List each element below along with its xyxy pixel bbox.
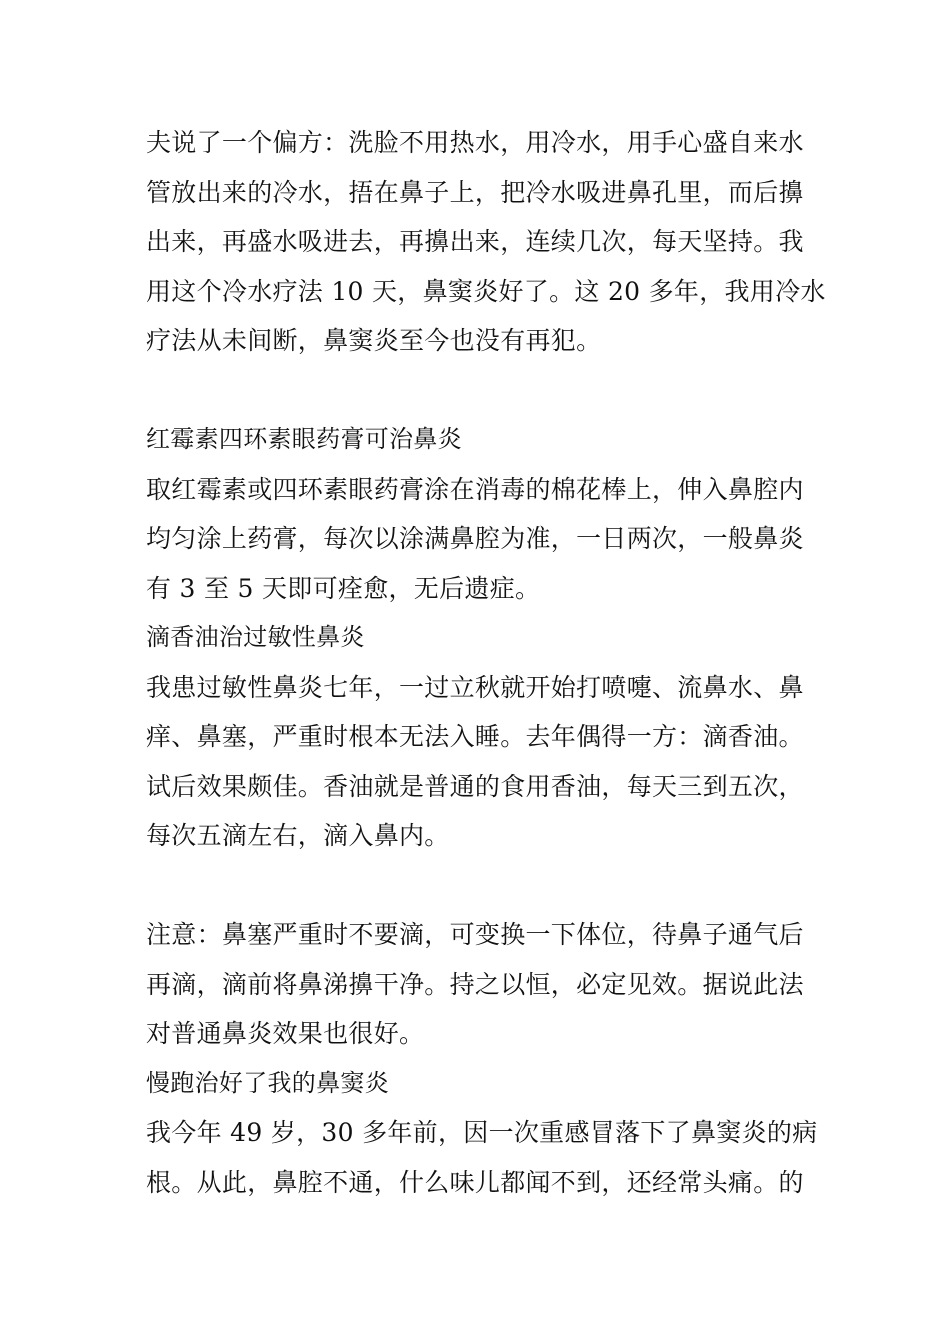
text-line: 试后效果颇佳。香油就是普通的食用香油，每天三到五次， [146,771,804,801]
section-jogging [146,1059,826,1208]
text-line: 疗法从未间断，鼻窦炎至今也没有再犯。 [146,326,602,355]
paragraph-cold-water-remedy [146,118,826,366]
text-line: 用这个冷水疗法 10 天，鼻窦炎好了。这 20 多年，我用冷水 [146,276,826,306]
text-line: 管放出来的冷水，捂在鼻子上，把冷水吸进鼻孔里，而后擤 [146,177,804,207]
text-line: 痒、鼻塞，严重时根本无法入睡。去年偶得一方：滴香油。 [146,722,804,751]
section-eye-ointment [146,415,826,613]
text-line: 均匀涂上药膏，每次以涂满鼻腔为准，一日两次，一般鼻炎 [146,524,804,553]
section-sesame-oil [146,613,826,861]
section-heading: 慢跑治好了我的鼻窦炎 [146,1068,389,1097]
document-page [146,118,826,1207]
text-line: 每次五滴左右，滴入鼻内。 [146,821,450,850]
text-line: 出来，再盛水吸进去，再擤出来，连续几次，每天坚持。我 [146,227,804,256]
text-line: 取红霉素或四环素眼药膏涂在消毒的棉花棒上，伸入鼻腔内 [146,474,804,504]
text-line: 我今年 49 岁，30 多年前，因一次重感冒落下了鼻窦炎的病 [146,1118,818,1147]
paragraph-spacer [146,366,826,416]
text-line: 对普通鼻炎效果也很好。 [146,1019,425,1048]
text-line: 注意：鼻塞严重时不要滴，可变换一下体位，待鼻子通气后 [146,920,804,949]
text-line: 我患过敏性鼻炎七年，一过立秋就开始打喷嚏、流鼻水、鼻 [146,672,804,702]
text-line: 夫说了一个偏方：洗脸不用热水，用冷水，用手心盛自来水 [146,128,804,157]
paragraph-note [146,910,826,1059]
text-line: 有 3 至 5 天即可痊愈，无后遗症。 [146,573,541,603]
text-line: 根。从此，鼻腔不通，什么味儿都闻不到，还经常头痛。的 [146,1167,804,1197]
paragraph-spacer [146,861,826,911]
section-heading: 红霉素四环素眼药膏可治鼻炎 [146,425,462,453]
section-heading: 滴香油治过敏性鼻炎 [146,623,365,651]
text-line: 再滴，滴前将鼻涕擤干净。持之以恒，必定见效。据说此法 [146,969,804,999]
